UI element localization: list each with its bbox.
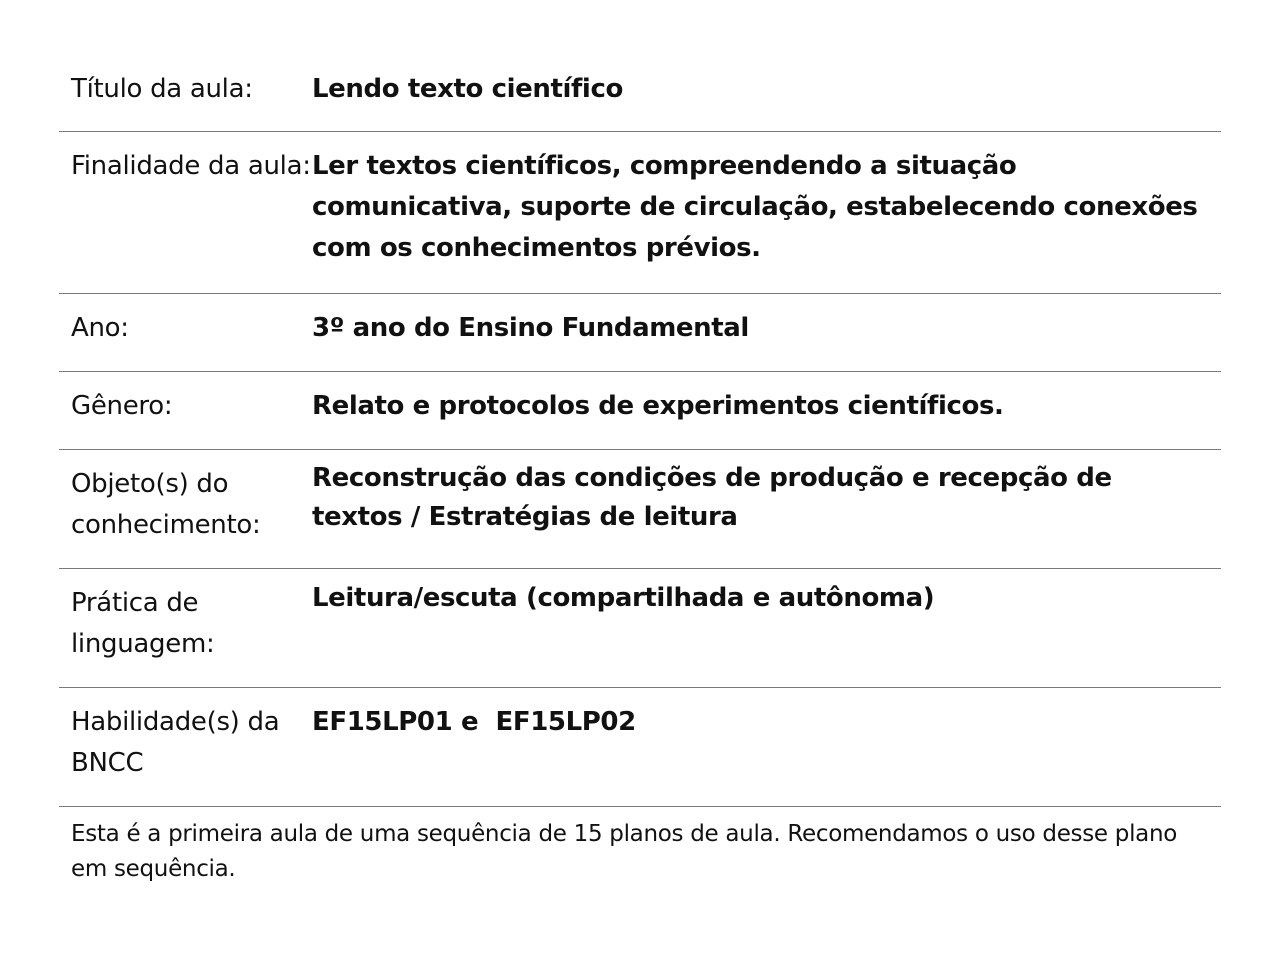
- row-value: EF15LP01 e EF15LP02: [312, 707, 636, 737]
- row-label: Finalidade da aula:: [71, 151, 311, 181]
- row-label: Título da aula:: [71, 74, 253, 104]
- row-label: Objeto(s) do conhecimento:: [71, 469, 261, 540]
- row-genero: [59, 372, 1221, 450]
- row-pratica: [59, 569, 1221, 688]
- row-label: Ano:: [71, 313, 129, 343]
- row-label: Prática de linguagem:: [71, 588, 215, 659]
- row-label: Gênero:: [71, 391, 173, 421]
- row-objeto: [59, 450, 1221, 569]
- row-titulo: [59, 60, 1221, 132]
- lesson-plan-table: [59, 60, 1221, 807]
- row-value: Relato e protocolos de experimentos científicos.: [312, 391, 1004, 421]
- row-finalidade: [59, 132, 1221, 294]
- lesson-plan-sheet: [59, 60, 1221, 887]
- row-ano: [59, 294, 1221, 372]
- row-value: 3º ano do Ensino Fundamental: [312, 313, 749, 343]
- row-label: Habilidade(s) da BNCC: [71, 707, 280, 778]
- row-value: Leitura/escuta (compartilhada e autônoma): [312, 583, 935, 613]
- row-bncc: [59, 688, 1221, 807]
- sequence-note: Esta é a primeira aula de uma sequência de 15 planos de aula. Recomendamos o uso desse plano em sequência.: [71, 821, 1178, 882]
- row-value: Lendo texto científico: [312, 74, 623, 104]
- row-value: Reconstrução das condições de produção e recepção de textos / Estratégias de leitura: [312, 463, 1112, 532]
- row-value: Ler textos científicos, compreendendo a situação comunicativa, suporte de circulação, estabelecendo conexões com os conhecimentos prévios.: [312, 151, 1198, 263]
